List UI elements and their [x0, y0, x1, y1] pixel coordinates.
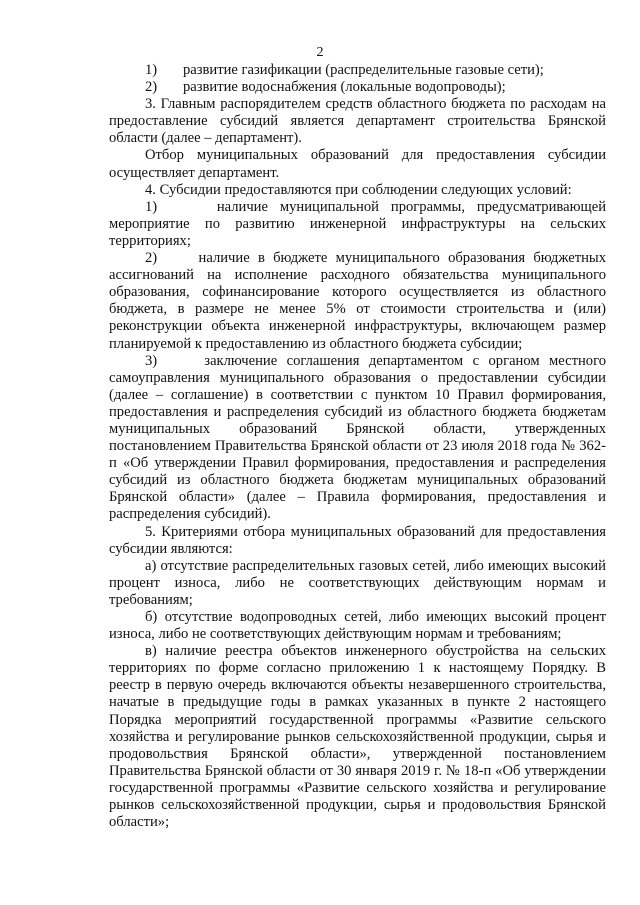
- list-item-gasification: [109, 62, 606, 79]
- paragraph-criterion-c: в) наличие реестра объектов инженерного обустройства на сельских территориях по форме согласно приложению 1 к настоящему Порядку. В реестр в первую очередь включаются объекты незавершенного строительства, начатые в предыдущие годы в рамках указанных в пункте 2 настоящего Порядка мероприятий государственной программы «Развитие сельского хозяйства и регулирование рынков сельскохозяйственной продукции, сырья и продовольствия Брянской области», утвержденной постановлением Правительства Брянской области от 30 января 2019 г. № 18-п «Об утверждении государственной программы «Развитие сельского хозяйства и регулирование рынков сельскохозяйственной продукции, сырья и продовольствия Брянской области»;: [109, 643, 606, 831]
- list-item-number: 1): [145, 62, 158, 78]
- list-item-number: 2): [145, 79, 158, 96]
- list-item-text: развитие водоснабжения (локальные водопроводы);: [183, 79, 506, 96]
- paragraph-criterion-a: а) отсутствие распределительных газовых сетей, либо имеющих высокий процент износа, либо не соответствующих действующим нормам и требованиям;: [109, 557, 606, 608]
- page-number: 2: [316, 45, 324, 60]
- paragraph-chief-administrator: 3. Главным распорядителем средств областного бюджета по расходам на предоставление субсидий является департамент строительства Брянской области (далее – департамент).: [109, 96, 606, 147]
- paragraph-condition-3: 3) заключение соглашения департаментом с органом местного самоуправления муниципального образования о предоставлении субсидии (далее – соглашение) в соответствии с пунктом 10 Правил формирования, предоставления и распределения субсидий из областного бюджета бюджетам муниципальных образований Брянской области, утвержденных постановлением Правительства Брянской области от 23 июля 2018 года № 362-п «Об утверждении Правил формирования, предоставления и распределения субсидий из областного бюджета бюджетам муниципальных образований Брянской области» (далее – Правила формирования, предоставления и распределения субсидий).: [109, 352, 606, 523]
- document-body: [109, 62, 606, 831]
- paragraph-conditions-heading: 4. Субсидии предоставляются при соблюдении следующих условий:: [145, 181, 572, 198]
- paragraph-condition-1: 1) наличие муниципальной программы, предусматривающей мероприятие по развитию инженерной инфраструктуры на сельских территориях;: [109, 198, 606, 249]
- paragraph-criterion-b: б) отсутствие водопроводных сетей, либо имеющих высокий процент износа, либо не соответствующих действующим нормам и требованиям;: [109, 609, 606, 643]
- list-item-text: развитие газификации (распределительные газовые сети);: [183, 62, 544, 78]
- paragraph-selection: Отбор муниципальных образований для предоставления субсидии осуществляет департамент.: [109, 147, 606, 181]
- paragraph-condition-2: 2) наличие в бюджете муниципального образования бюджетных ассигнований на исполнение расходного обязательства муниципального образования, софинансирование которого осуществляется из областного бюджета, в размере не менее 5% от стоимости строительства и (или) реконструкции объекта инженерной инфраструктуры, включающем размер планируемой к предоставлению из областного бюджета субсидии;: [109, 250, 606, 352]
- paragraph-criteria-heading: 5. Критериями отбора муниципальных образований для предоставления субсидии являются:: [109, 523, 606, 557]
- list-item-water-supply: [109, 79, 606, 96]
